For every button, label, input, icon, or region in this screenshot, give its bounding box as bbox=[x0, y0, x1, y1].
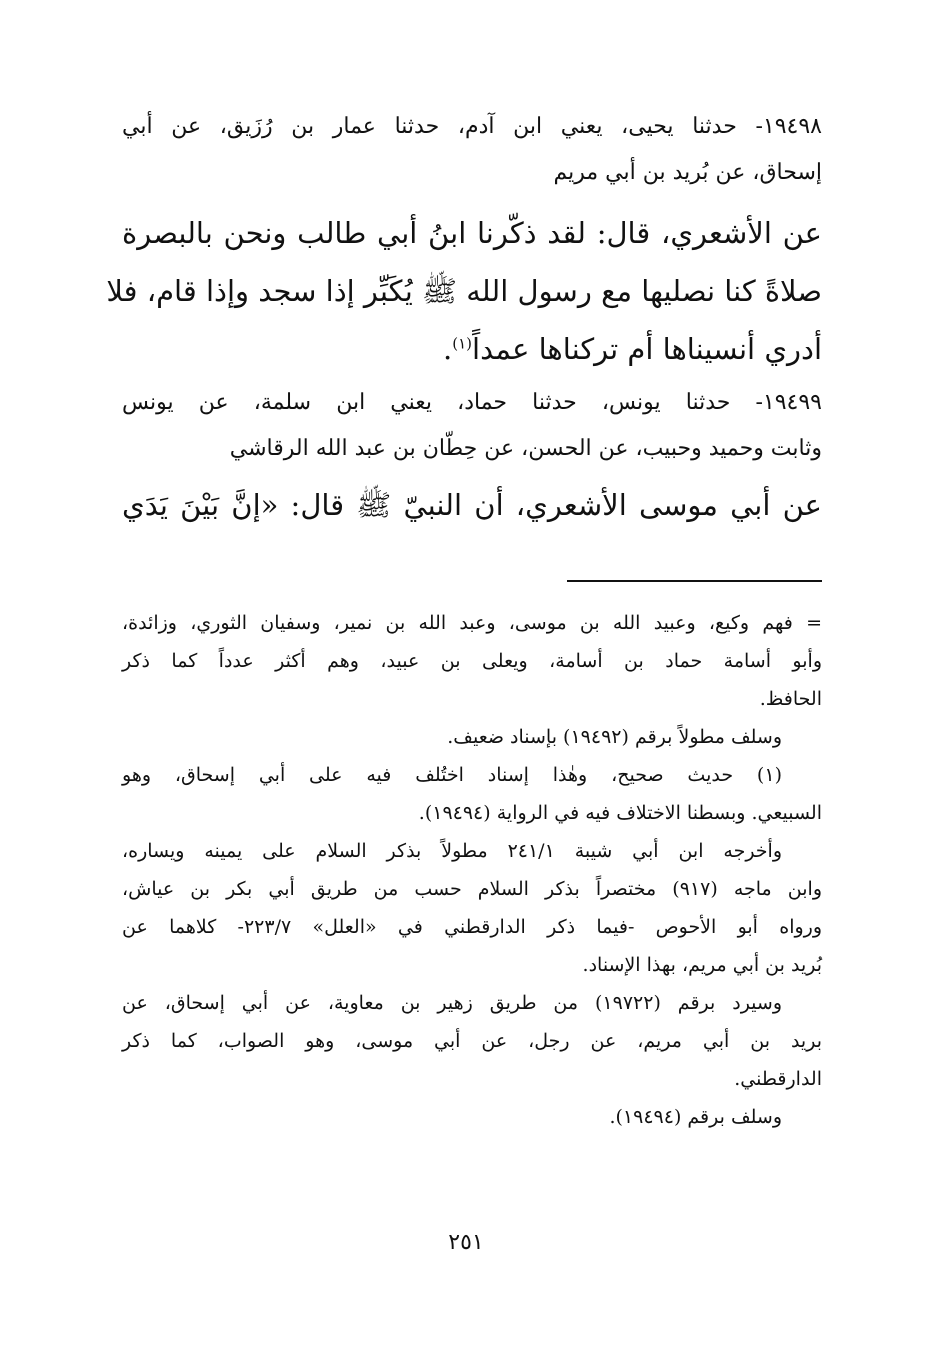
footnote-paragraph bbox=[122, 756, 822, 832]
hadith-19499-isnad bbox=[122, 380, 822, 472]
footnote-paragraph bbox=[122, 718, 822, 756]
matn-line: عن الأشعري، قال: لقد ذكّرنا ابنُ أبي طالب ونحن بالبصرة bbox=[122, 216, 822, 250]
footnote-paragraph bbox=[122, 1098, 822, 1136]
hadith-19498-isnad bbox=[122, 104, 822, 196]
footnote-line: = فهم وكيع، وعبيد الله بن موسى، وعبد الله بن نمير، وسفيان الثوري، وزائدة، bbox=[122, 612, 822, 634]
footnotes bbox=[122, 604, 822, 1136]
footnote-line: وابن ماجه (٩١٧) مختصراً بذكر السلام حسب من طريق أبي بكر بن عياش، bbox=[122, 878, 822, 900]
matn-line-text: أدري أنسيناها أم تركناها عمداً bbox=[472, 332, 822, 366]
footnote-line: وأبو أسامة حماد بن أسامة، ويعلى بن عبيد، وهم أكثر عدداً كما ذكر bbox=[122, 650, 822, 672]
footnote-paragraph bbox=[122, 984, 822, 1098]
footnote-separator bbox=[567, 580, 822, 582]
hadith-19499-text bbox=[122, 476, 822, 534]
footnote-line: السبيعي. وبسطنا الاختلاف فيه في الرواية (١٩٤٩٤). bbox=[418, 802, 822, 824]
matn-line bbox=[122, 320, 822, 378]
footnote-line: وسيرد برقم (١٩٧٢٢) من طريق زهير بن معاوية، عن أبي إسحاق، عن bbox=[122, 992, 783, 1014]
footnote-paragraph bbox=[122, 604, 822, 718]
footnote-line: الدارقطني. bbox=[734, 1068, 822, 1090]
footnote-marker[interactable]: (١) bbox=[452, 334, 473, 353]
page-number: ٢٥١ bbox=[448, 1230, 484, 1255]
isnad-line: إسحاق، عن بُريد بن أبي مريم bbox=[553, 160, 822, 185]
footnote-paragraph bbox=[122, 832, 822, 984]
matn-line: صلاةً كنا نصليها مع رسول الله ﷺ يُكَبِّر إذا سجد وإذا قام، فلا bbox=[106, 274, 822, 308]
footnote-line: ورواه أبو الأحوص -فيما ذكر الدارقطني في «العلل» ٢٢٣/٧- كلاهما عن bbox=[122, 916, 822, 938]
footnote-line: الحافظ. bbox=[759, 688, 822, 710]
footnote-line: وأخرجه ابن أبي شيبة ٢٤١/١ مطولاً بذكر السلام على يمينه ويساره، bbox=[122, 840, 783, 862]
footnote-line: بُريد بن أبي مريم، بهذا الإسناد. bbox=[582, 954, 822, 976]
hadith-19498-text bbox=[106, 204, 822, 378]
isnad-line: ١٩٤٩٨- حدثنا يحيى، يعني ابن آدم، حدثنا عمار بن رُزَيق، عن أبي bbox=[122, 114, 822, 139]
isnad-line: وثابت وحميد وحبيب، عن الحسن، عن حِطّان بن عبد الله الرقاشي bbox=[229, 436, 822, 461]
matn-line: عن أبي موسى الأشعري، أن النبيّ ﷺ قال: «إنَّ بَيْنَ يَدَي bbox=[122, 488, 822, 522]
matn-line-end: . bbox=[443, 332, 453, 366]
isnad-line: ١٩٤٩٩- حدثنا يونس، حدثنا حماد، يعني ابن سلمة، عن يونس bbox=[122, 390, 822, 415]
footnote-line: وسلف برقم (١٩٤٩٤). bbox=[609, 1106, 782, 1128]
footnote-line: بريد بن أبي مريم، عن رجل، عن أبي موسى، وهو الصواب، كما ذكر bbox=[122, 1030, 822, 1052]
footnote-line: (١) حديث صحيح، وهٰذا إسناد اختُلف فيه على أبي إسحاق، وهو bbox=[122, 764, 782, 786]
footnote-line: وسلف مطولاً برقم (١٩٤٩٢) بإسناد ضعيف. bbox=[447, 726, 782, 748]
